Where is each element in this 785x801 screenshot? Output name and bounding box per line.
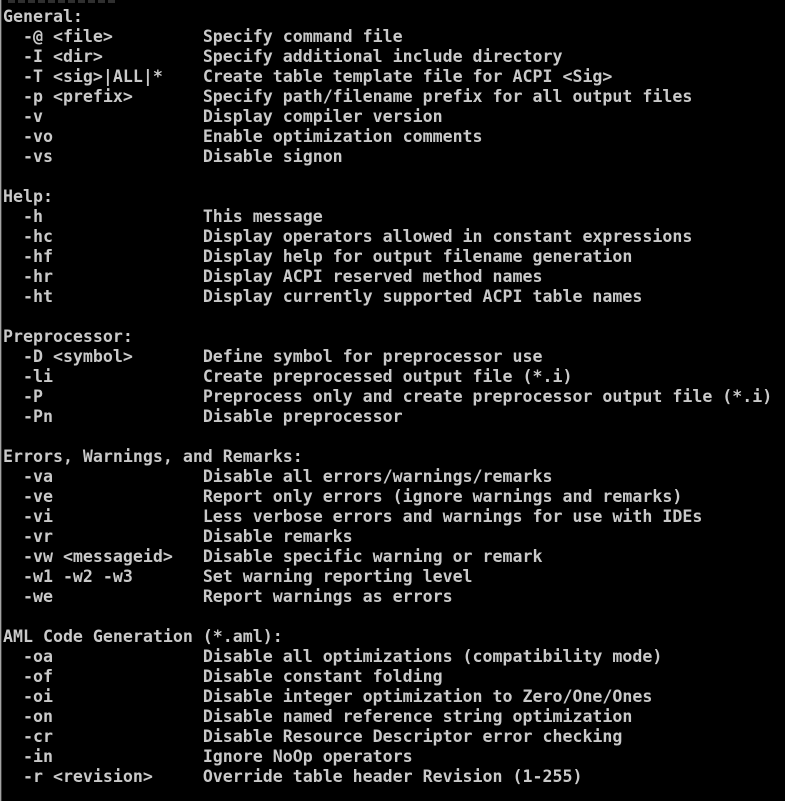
option-description: Disable all errors/warnings/remarks: [202, 467, 553, 486]
option-flag: -of: [3, 667, 203, 686]
option-flag: -we: [3, 587, 203, 606]
option-flag: -D <symbol>: [3, 347, 203, 366]
option-flag: -vr: [3, 527, 203, 546]
option-description: Ignore NoOp operators: [202, 747, 413, 766]
option-flag: -in: [3, 747, 203, 766]
option-description: Enable optimization comments: [202, 127, 483, 146]
section-title: General:: [3, 7, 83, 26]
help-section: [3, 447, 785, 607]
option-row: [3, 87, 785, 107]
option-row: [3, 367, 785, 387]
option-row: [3, 767, 785, 787]
option-row: [3, 747, 785, 767]
option-row: [3, 707, 785, 727]
help-section: [3, 327, 785, 427]
option-description: Define symbol for preprocessor use: [202, 347, 543, 366]
option-row: [3, 27, 785, 47]
option-description: Report warnings as errors: [202, 587, 453, 606]
option-flag: -vi: [3, 507, 203, 526]
option-row: [3, 487, 785, 507]
compiler-help-output: [3, 7, 785, 787]
option-description: Create preprocessed output file (*.i): [202, 367, 573, 386]
option-row: [3, 227, 785, 247]
option-description: Less verbose errors and warnings for use with IDEs: [202, 507, 703, 526]
option-row: [3, 387, 785, 407]
option-row: [3, 647, 785, 667]
option-row: [3, 247, 785, 267]
option-flag: -oa: [3, 647, 203, 666]
option-flag: -I <dir>: [3, 47, 203, 66]
option-description: Specify additional include directory: [202, 47, 563, 66]
option-flag: -cr: [3, 727, 203, 746]
option-description: Display ACPI reserved method names: [202, 267, 543, 286]
option-row: [3, 567, 785, 587]
option-description: Create table template file for ACPI <Sig>: [202, 67, 613, 86]
section-title: AML Code Generation (*.aml):: [3, 627, 283, 646]
option-row: [3, 407, 785, 427]
option-description: Specify path/filename prefix for all output files: [202, 87, 693, 106]
option-description: Disable signon: [202, 147, 343, 166]
option-description: Display help for output filename generation: [202, 247, 633, 266]
option-description: Disable remarks: [202, 527, 353, 546]
option-description: Disable Resource Descriptor error checking: [202, 727, 623, 746]
option-row: [3, 727, 785, 747]
option-description: Disable specific warning or remark: [202, 547, 543, 566]
option-description: Override table header Revision (1-255): [202, 767, 583, 786]
option-row: [3, 547, 785, 567]
section-title: Preprocessor:: [3, 327, 133, 346]
option-flag: -oi: [3, 687, 203, 706]
option-description: Specify command file: [202, 27, 403, 46]
option-row: [3, 67, 785, 87]
option-description: Disable integer optimization to Zero/One/Ones: [202, 687, 653, 706]
option-description: Display operators allowed in constant expressions: [202, 227, 693, 246]
option-row: [3, 687, 785, 707]
option-row: [3, 347, 785, 367]
option-row: [3, 287, 785, 307]
option-flag: -Pn: [3, 407, 203, 426]
option-flag: -hc: [3, 227, 203, 246]
section-title: Errors, Warnings, and Remarks:: [3, 447, 303, 466]
option-row: [3, 147, 785, 167]
option-flag: -on: [3, 707, 203, 726]
option-description: Disable constant folding: [202, 667, 443, 686]
help-section: [3, 7, 785, 167]
option-flag: -vs: [3, 147, 203, 166]
option-row: [3, 507, 785, 527]
option-flag: -h: [3, 207, 203, 226]
option-row: [3, 667, 785, 687]
option-row: [3, 527, 785, 547]
option-description: This message: [202, 207, 323, 226]
option-description: Disable named reference string optimization: [202, 707, 633, 726]
option-flag: -w1 -w2 -w3: [3, 567, 203, 586]
option-flag: -vo: [3, 127, 203, 146]
option-row: [3, 467, 785, 487]
option-flag: -ht: [3, 287, 203, 306]
option-flag: -li: [3, 367, 203, 386]
option-row: [3, 127, 785, 147]
option-flag: -vw <messageid>: [3, 547, 203, 566]
option-flag: -@ <file>: [3, 27, 203, 46]
cropped-text-remnant: [8, 0, 116, 3]
option-description: Report only errors (ignore warnings and remarks): [202, 487, 683, 506]
option-flag: -va: [3, 467, 203, 486]
option-description: Display currently supported ACPI table names: [202, 287, 643, 306]
option-description: Preprocess only and create preprocessor output file (*.i): [202, 387, 773, 406]
option-row: [3, 47, 785, 67]
option-row: [3, 267, 785, 287]
option-flag: -r <revision>: [3, 767, 203, 786]
option-flag: -v: [3, 107, 203, 126]
option-flag: -hr: [3, 267, 203, 286]
window-border-left: [0, 0, 2, 801]
option-flag: -hf: [3, 247, 203, 266]
option-row: [3, 587, 785, 607]
option-row: [3, 207, 785, 227]
option-flag: -ve: [3, 487, 203, 506]
help-section: [3, 187, 785, 307]
option-description: Disable preprocessor: [202, 407, 403, 426]
help-section: [3, 627, 785, 787]
option-description: Set warning reporting level: [202, 567, 473, 586]
option-flag: -T <sig>|ALL|*: [3, 67, 203, 86]
option-description: Disable all optimizations (compatibility mode): [202, 647, 663, 666]
option-description: Display compiler version: [202, 107, 443, 126]
section-title: Help:: [3, 187, 53, 206]
option-flag: -p <prefix>: [3, 87, 203, 106]
option-row: [3, 107, 785, 127]
option-flag: -P: [3, 387, 203, 406]
